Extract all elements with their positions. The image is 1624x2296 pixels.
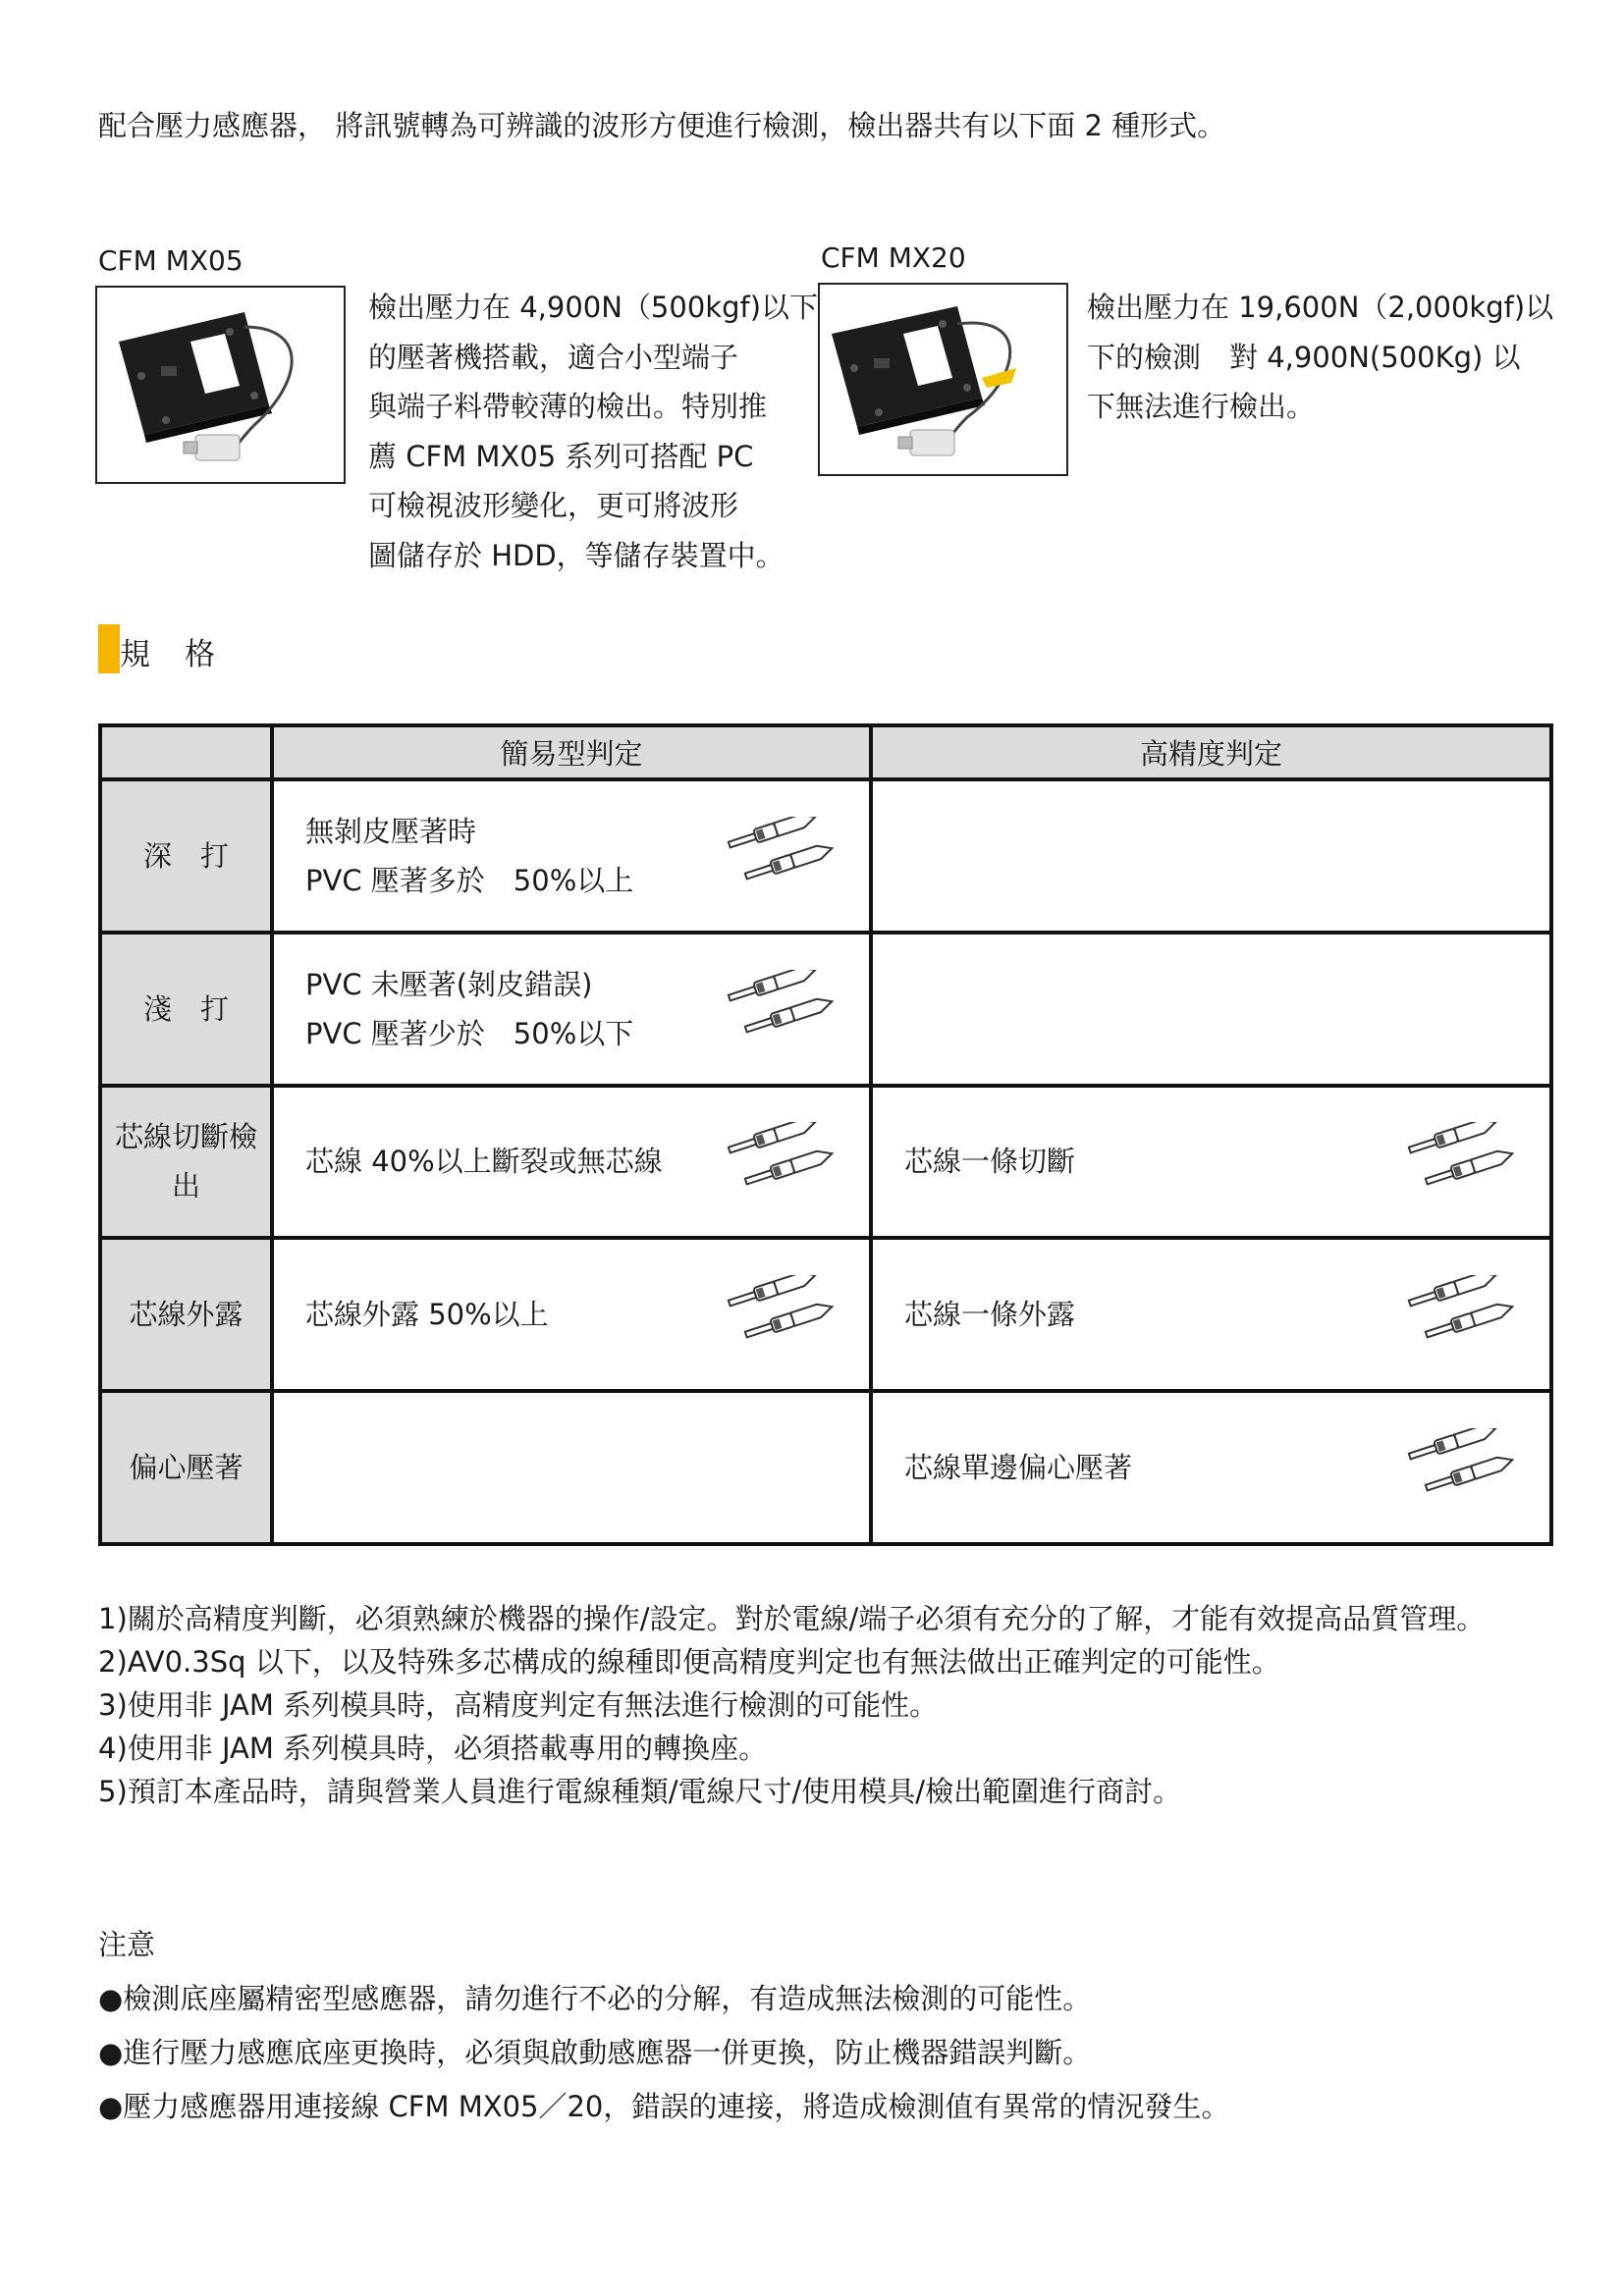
terminal-icon (1402, 1428, 1520, 1507)
table-header-simple: 簡易型判定 (272, 725, 871, 779)
sensor-base-image (97, 288, 344, 482)
table-row (100, 1391, 1551, 1544)
cell-line: 芯線單邊偏心壓著 (904, 1451, 1133, 1485)
table-header-high: 高精度判定 (871, 725, 1551, 779)
terminal-icon (722, 1275, 839, 1354)
caution-section (98, 1918, 1229, 2134)
product-title-mx05: CFM MX05 (98, 244, 244, 277)
cell-text (305, 1137, 663, 1186)
note-item: 5)預訂本產品時，請與營業人員進行電線種類/電線尺寸/使用模具/檢出範圍進行商討。 (98, 1775, 1182, 1808)
cell-text (904, 1443, 1132, 1492)
note-item: 4)使用非 JAM 系列模具時，必須搭載專用的轉換座。 (98, 1732, 768, 1765)
terminal-icon (722, 970, 839, 1048)
row-header-text: 芯線切斷檢 (114, 1120, 257, 1154)
sensor-base-image (820, 285, 1066, 474)
cell-high (871, 779, 1551, 933)
spec-table (98, 723, 1553, 1546)
row-header (100, 1391, 272, 1544)
desc-line: 與端子料帶較薄的檢出。特別推 (368, 390, 768, 423)
product-photo-mx20 (818, 283, 1068, 476)
notes-list (98, 1597, 1551, 1813)
cell-simple (272, 1391, 871, 1544)
cell-text (305, 807, 633, 905)
terminal-icon (1402, 1122, 1520, 1201)
row-header (100, 933, 272, 1086)
row-header-text: 深 打 (142, 838, 229, 873)
cell-line: 芯線 40%以上斷裂或無芯線 (305, 1145, 663, 1179)
desc-line: 的壓著機搭載，適合小型端子 (368, 340, 739, 374)
row-header-text: 偏心壓著 (129, 1451, 244, 1485)
row-header-text: 芯線外露 (129, 1298, 244, 1332)
section-title-spec: 規 格 (120, 637, 217, 672)
table-header-row (100, 725, 1551, 779)
cell-simple (272, 1238, 871, 1391)
product-photo-mx05 (95, 286, 346, 484)
row-header (100, 779, 272, 933)
cell-text (305, 960, 633, 1058)
desc-line: 檢出壓力在 19,600N（2,000kgf)以 (1087, 291, 1554, 324)
cell-text (904, 1290, 1075, 1339)
row-header (100, 1086, 272, 1239)
cell-line: 無剝皮壓著時 (305, 814, 477, 848)
cell-high (871, 1238, 1551, 1391)
note-item: 2)AV0.3Sq 以下，以及特殊多芯構成的線種即便高精度判定也有無法做出正確判定的可能性。 (98, 1645, 1280, 1679)
desc-line: 檢出壓力在 4,900N（500kgf)以下 (368, 291, 819, 324)
desc-line: 下的檢測 對 4,900N(500Kg) 以 (1087, 340, 1521, 374)
cell-line: PVC 壓著少於 50%以下 (305, 1016, 634, 1050)
cell-simple (272, 933, 871, 1086)
cell-high (871, 933, 1551, 1086)
cell-line: 芯線一條外露 (904, 1298, 1076, 1332)
terminal-icon (722, 817, 839, 895)
cell-high (871, 1391, 1551, 1544)
table-row (100, 1238, 1551, 1391)
cell-simple (272, 1086, 871, 1239)
product-desc-mx20 (1087, 283, 1553, 432)
cell-text (305, 1290, 549, 1339)
product-title-mx20: CFM MX20 (821, 241, 966, 274)
caution-item: ●壓力感應器用連接線 CFM MX05／20，錯誤的連接，將造成檢測值有異常的情況發生。 (98, 2090, 1230, 2123)
table-header-corner (100, 725, 272, 779)
note-item: 1)關於高精度判斷，必須熟練於機器的操作/設定。對於電線/端子必須有充分的了解，才能有效提高品質管理。 (98, 1602, 1486, 1635)
section-accent-bar (98, 624, 120, 673)
table-row (100, 933, 1551, 1086)
cell-simple (272, 779, 871, 933)
table-row (100, 1086, 1551, 1239)
caution-item: ●檢測底座屬精密型感應器，請勿進行不必的分解，有造成無法檢測的可能性。 (98, 1982, 1092, 2015)
caution-item: ●進行壓力感應底座更換時，必須與啟動感應器一併更換，防止機器錯誤判斷。 (98, 2036, 1092, 2069)
row-header-text: 出 (171, 1169, 200, 1203)
cell-line: PVC 壓著多於 50%以上 (305, 863, 634, 897)
caution-title: 注意 (98, 1928, 156, 1961)
product-desc-mx05 (368, 283, 818, 580)
row-header (100, 1238, 272, 1391)
desc-line: 可檢視波形變化，更可將波形 (368, 489, 739, 522)
terminal-icon (1402, 1275, 1520, 1354)
desc-line: 下無法進行檢出。 (1087, 390, 1316, 423)
terminal-icon (722, 1122, 839, 1201)
desc-line: 薦 CFM MX05 系列可搭配 PC (368, 439, 754, 473)
cell-line: PVC 未壓著(剝皮錯誤) (305, 967, 593, 1001)
table-row (100, 779, 1551, 933)
note-item: 3)使用非 JAM 系列模具時，高精度判定有無法進行檢測的可能性。 (98, 1688, 939, 1722)
cell-high (871, 1086, 1551, 1239)
cell-text (904, 1137, 1075, 1186)
intro-text: 配合壓力感應器， 將訊號轉為可辨識的波形方便進行檢測，檢出器共有以下面 2 種形式。 (98, 109, 1226, 142)
desc-line: 圖儲存於 HDD，等儲存裝置中。 (368, 538, 785, 572)
cell-line: 芯線一條切斷 (904, 1145, 1076, 1179)
cell-line: 芯線外露 50%以上 (305, 1298, 549, 1332)
row-header-text: 淺 打 (142, 991, 229, 1026)
